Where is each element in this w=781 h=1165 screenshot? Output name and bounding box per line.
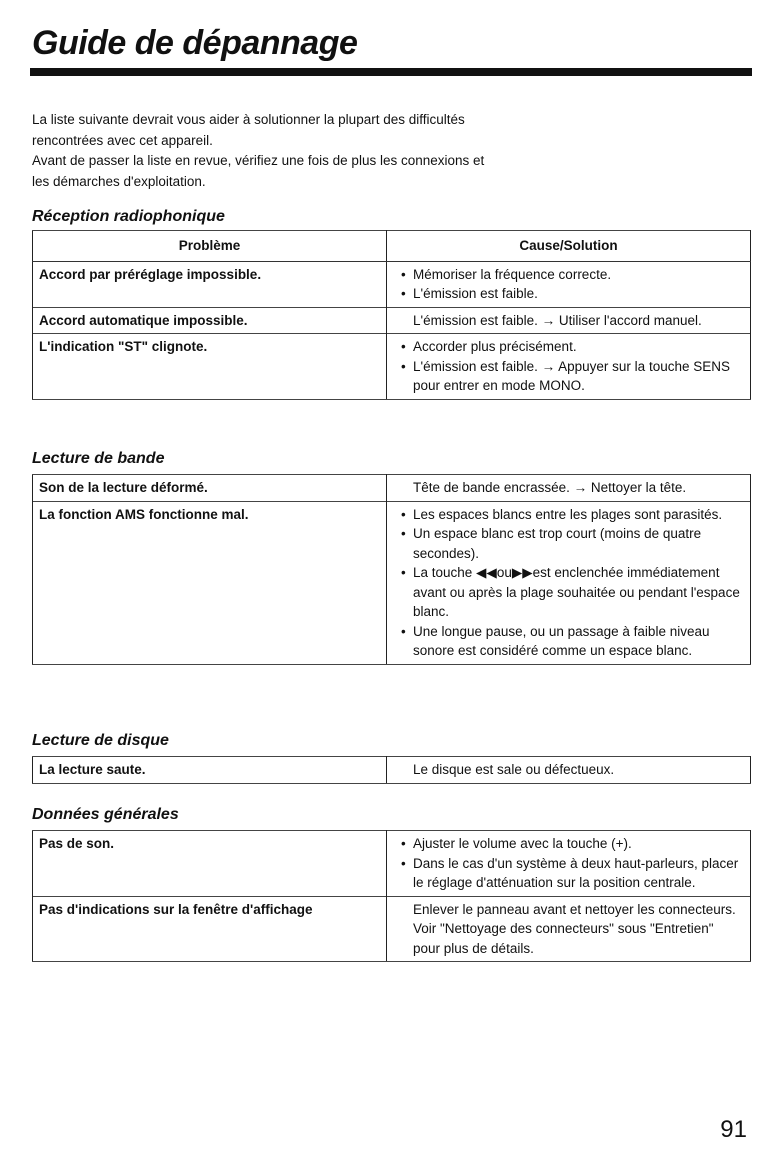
- solution-cell: [387, 261, 751, 307]
- header-problem: Problème: [33, 231, 387, 262]
- solution-item: • Accorder plus précisément.: [413, 337, 744, 357]
- problem-cell: Accord automatique impossible.: [33, 307, 387, 334]
- solution-item: • Ajuster le volume avec la touche (+).: [413, 834, 744, 854]
- problem-cell: L'indication "ST" clignote.: [33, 334, 387, 400]
- solution-cell: [387, 896, 751, 962]
- solution-item: • Dans le cas d'un système à deux haut-parleurs, placer le réglage d'atténuation sur la position centrale.: [413, 854, 744, 893]
- solution-item: • Mémoriser la fréquence correcte.: [413, 265, 744, 285]
- solution-cell: [387, 757, 751, 784]
- table-row: [33, 334, 751, 400]
- intro-text: [32, 110, 502, 192]
- table-radio: [32, 230, 751, 400]
- header-solution: Cause/Solution: [387, 231, 751, 262]
- problem-cell: La lecture saute.: [33, 757, 387, 784]
- section-title-tape: Lecture de bande: [32, 450, 165, 467]
- solution-text: Le disque est sale ou défectueux.: [413, 762, 615, 777]
- problem-cell: Son de la lecture déformé.: [33, 475, 387, 502]
- solution-text: Enlever le panneau avant et nettoyer les connecteurs. Voir "Nettoyage des connecteurs" sous "Entretien" pour plus de détails.: [413, 901, 736, 956]
- intro-paragraph: Avant de passer la liste en revue, vérifiez une fois de plus les connexions et les démarches d'exploitation.: [32, 153, 485, 189]
- section-title-radio: Réception radiophonique: [32, 208, 225, 225]
- table-tape: [32, 474, 751, 665]
- problem-cell: Pas de son.: [33, 831, 387, 897]
- problem-cell: Pas d'indications sur la fenêtre d'affichage: [33, 896, 387, 962]
- solution-cell: [387, 307, 751, 334]
- solution-item: • Une longue pause, ou un passage à faible niveau sonore est considéré comme un espace blanc.: [413, 622, 744, 661]
- table-row: [33, 501, 751, 664]
- solution-item: • Les espaces blancs entre les plages sont parasités.: [413, 505, 744, 525]
- page-title: Guide de dépannage: [32, 24, 358, 62]
- table-row: [33, 475, 751, 502]
- solution-item: • L'émission est faible. → Appuyer sur la touche SENS pour entrer en mode MONO.: [413, 357, 744, 396]
- solution-text: L'émission est faible. → Utiliser l'accord manuel.: [413, 312, 702, 328]
- table-row: [33, 261, 751, 307]
- solution-item: • Un espace blanc est trop court (moins de quatre secondes).: [413, 524, 744, 563]
- solution-text: Tête de bande encrassée. → Nettoyer la tête.: [413, 480, 687, 495]
- problem-cell: La fonction AMS fonctionne mal.: [33, 501, 387, 664]
- table-general: [32, 830, 751, 962]
- section-title-disc: Lecture de disque: [32, 732, 169, 749]
- solution-cell: [387, 334, 751, 400]
- solution-cell: [387, 475, 751, 502]
- table-row: [33, 896, 751, 962]
- page-number: 91: [720, 1116, 747, 1143]
- table-row: [33, 831, 751, 897]
- table-disc: [32, 756, 751, 784]
- section-title-general: Données générales: [32, 806, 179, 823]
- table-row: [33, 307, 751, 334]
- solution-cell: [387, 831, 751, 897]
- title-rule: [30, 68, 752, 76]
- intro-paragraph: La liste suivante devrait vous aider à solutionner la plupart des difficultés rencontrées avec cet appareil.: [32, 112, 465, 148]
- problem-cell: Accord par préréglage impossible.: [33, 261, 387, 307]
- solution-item: • L'émission est faible.: [413, 284, 744, 304]
- solution-item: • La touche ◀◀ou▶▶est enclenchée immédiatement avant ou après la plage souhaitée ou pendant l'espace blanc.: [413, 563, 744, 622]
- table-row: [33, 757, 751, 784]
- solution-cell: [387, 501, 751, 664]
